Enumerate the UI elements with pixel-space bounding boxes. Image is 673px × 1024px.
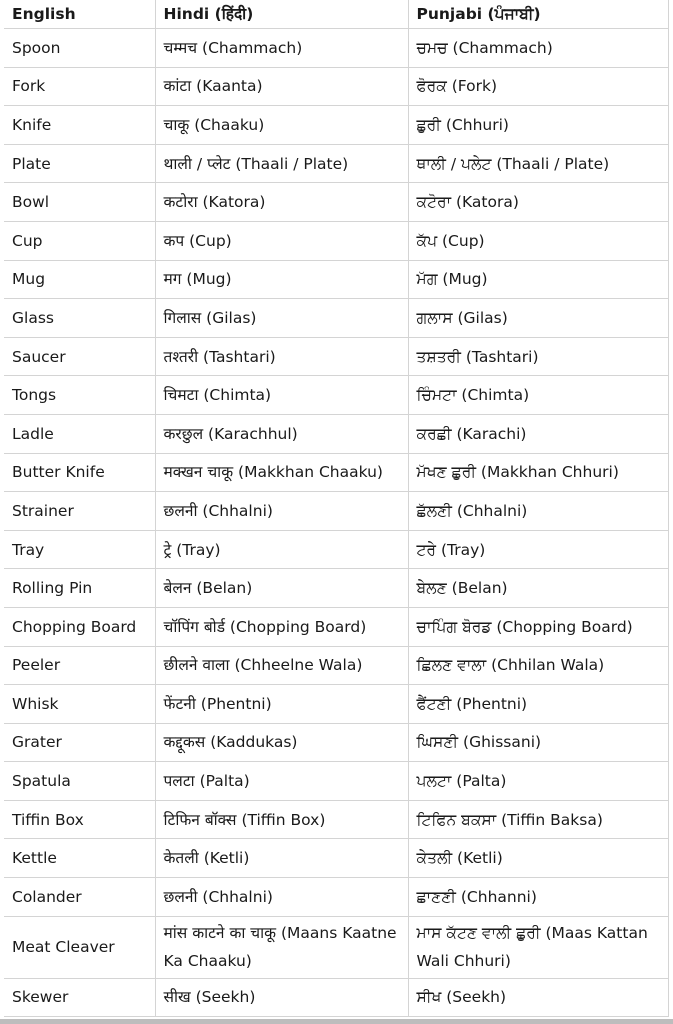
table-row: [4, 762, 668, 801]
hindi-cell: गिलास (Gilas): [155, 299, 408, 338]
vocabulary-table: [4, 0, 669, 1017]
table-row: [4, 29, 668, 68]
table-row: [4, 646, 668, 685]
punjabi-cell: ਮੱਖਣ ਛੁਰੀ (Makkhan Chhuri): [408, 453, 668, 492]
header-punjabi: Punjabi (ਪੰਜਾਬੀ): [408, 0, 668, 29]
hindi-cell: फेंटनी (Phentni): [155, 685, 408, 724]
table-row: [4, 106, 668, 145]
punjabi-cell: ਕਟੋਰਾ (Katora): [408, 183, 668, 222]
table-row: [4, 800, 668, 839]
punjabi-cell: ਘਿਸਣੀ (Ghissani): [408, 723, 668, 762]
hindi-cell: छीलने वाला (Chheelne Wala): [155, 646, 408, 685]
hindi-cell: मांस काटने का चाकू (Maans Kaatne Ka Chaaku): [155, 916, 408, 978]
hindi-cell: चिमटा (Chimta): [155, 376, 408, 415]
hindi-cell: चाकू (Chaaku): [155, 106, 408, 145]
hindi-cell: टिफिन बॉक्स (Tiffin Box): [155, 800, 408, 839]
hindi-cell: मग (Mug): [155, 260, 408, 299]
punjabi-cell: ਤਸ਼ਤਰੀ (Tashtari): [408, 337, 668, 376]
english-cell: Chopping Board: [4, 607, 155, 646]
hindi-cell: पलटा (Palta): [155, 762, 408, 801]
table-row: [4, 916, 668, 978]
punjabi-cell: ਫੈਂਟਣੀ (Phentni): [408, 685, 668, 724]
bottom-edge-bar: [0, 1019, 673, 1024]
english-cell: Grater: [4, 723, 155, 762]
table-row: [4, 723, 668, 762]
header-english: English: [4, 0, 155, 29]
table-row: [4, 569, 668, 608]
english-cell: Rolling Pin: [4, 569, 155, 608]
hindi-cell: कांटा (Kaanta): [155, 67, 408, 106]
table-row: [4, 144, 668, 183]
hindi-cell: सीख (Seekh): [155, 978, 408, 1017]
table-row: [4, 67, 668, 106]
english-cell: Ladle: [4, 414, 155, 453]
english-cell: Spatula: [4, 762, 155, 801]
english-cell: Butter Knife: [4, 453, 155, 492]
table-body: [4, 29, 668, 1017]
english-cell: Whisk: [4, 685, 155, 724]
table-row: [4, 414, 668, 453]
header-hindi: Hindi (हिंदी): [155, 0, 408, 29]
english-cell: Meat Cleaver: [4, 916, 155, 978]
english-cell: Glass: [4, 299, 155, 338]
punjabi-cell: ਗਲਾਸ (Gilas): [408, 299, 668, 338]
hindi-cell: थाली / प्लेट (Thaali / Plate): [155, 144, 408, 183]
hindi-cell: कप (Cup): [155, 221, 408, 260]
table-row: [4, 183, 668, 222]
hindi-cell: कद्दूकस (Kaddukas): [155, 723, 408, 762]
hindi-cell: बेलन (Belan): [155, 569, 408, 608]
punjabi-cell: ਪਲਟਾ (Palta): [408, 762, 668, 801]
punjabi-cell: ਟਰੇ (Tray): [408, 530, 668, 569]
english-cell: Tray: [4, 530, 155, 569]
english-cell: Saucer: [4, 337, 155, 376]
hindi-cell: चॉपिंग बोर्ड (Chopping Board): [155, 607, 408, 646]
english-cell: Cup: [4, 221, 155, 260]
table-row: [4, 299, 668, 338]
english-cell: Peeler: [4, 646, 155, 685]
punjabi-cell: ਬੇਲਣ (Belan): [408, 569, 668, 608]
punjabi-cell: ਕੱਪ (Cup): [408, 221, 668, 260]
punjabi-cell: ਕੇਤਲੀ (Ketli): [408, 839, 668, 878]
english-cell: Plate: [4, 144, 155, 183]
punjabi-cell: ਚਿੰਮਟਾ (Chimta): [408, 376, 668, 415]
hindi-cell: करछुल (Karachhul): [155, 414, 408, 453]
english-cell: Spoon: [4, 29, 155, 68]
english-cell: Strainer: [4, 492, 155, 531]
table-row: [4, 221, 668, 260]
table-row: [4, 530, 668, 569]
table-row: [4, 492, 668, 531]
table-row: [4, 607, 668, 646]
english-cell: Mug: [4, 260, 155, 299]
table-row: [4, 978, 668, 1017]
header-row: [4, 0, 668, 29]
table-row: [4, 453, 668, 492]
table-row: [4, 878, 668, 917]
english-cell: Tongs: [4, 376, 155, 415]
punjabi-cell: ਸੀਖ (Seekh): [408, 978, 668, 1017]
table-row: [4, 839, 668, 878]
table-header: [4, 0, 668, 29]
english-cell: Fork: [4, 67, 155, 106]
punjabi-cell: ਥਾਲੀ / ਪਲੇਟ (Thaali / Plate): [408, 144, 668, 183]
hindi-cell: छलनी (Chhalni): [155, 878, 408, 917]
table-row: [4, 260, 668, 299]
hindi-cell: चम्मच (Chammach): [155, 29, 408, 68]
punjabi-cell: ਛਾਣਣੀ (Chhanni): [408, 878, 668, 917]
english-cell: Tiffin Box: [4, 800, 155, 839]
punjabi-cell: ਛੁਰੀ (Chhuri): [408, 106, 668, 145]
hindi-cell: कटोरा (Katora): [155, 183, 408, 222]
punjabi-cell: ਫੋਰਕ (Fork): [408, 67, 668, 106]
english-cell: Colander: [4, 878, 155, 917]
punjabi-cell: ਟਿਫਿਨ ਬਕਸਾ (Tiffin Baksa): [408, 800, 668, 839]
punjabi-cell: ਮੱਗ (Mug): [408, 260, 668, 299]
table-row: [4, 685, 668, 724]
punjabi-cell: ਕਰਛੀ (Karachi): [408, 414, 668, 453]
table-row: [4, 337, 668, 376]
hindi-cell: ट्रे (Tray): [155, 530, 408, 569]
english-cell: Knife: [4, 106, 155, 145]
punjabi-cell: ਮਾਸ ਕੱਟਣ ਵਾਲੀ ਛੁਰੀ (Maas Kattan Wali Chhuri): [408, 916, 668, 978]
punjabi-cell: ਛੱਲਣੀ (Chhalni): [408, 492, 668, 531]
english-cell: Skewer: [4, 978, 155, 1017]
punjabi-cell: ਚਮਚ (Chammach): [408, 29, 668, 68]
punjabi-cell: ਛਿਲਣ ਵਾਲਾ (Chhilan Wala): [408, 646, 668, 685]
hindi-cell: केतली (Ketli): [155, 839, 408, 878]
english-cell: Bowl: [4, 183, 155, 222]
hindi-cell: मक्खन चाकू (Makkhan Chaaku): [155, 453, 408, 492]
hindi-cell: छलनी (Chhalni): [155, 492, 408, 531]
hindi-cell: तश्तरी (Tashtari): [155, 337, 408, 376]
table-row: [4, 376, 668, 415]
punjabi-cell: ਚਾਪਿੰਗ ਬੋਰਡ (Chopping Board): [408, 607, 668, 646]
english-cell: Kettle: [4, 839, 155, 878]
